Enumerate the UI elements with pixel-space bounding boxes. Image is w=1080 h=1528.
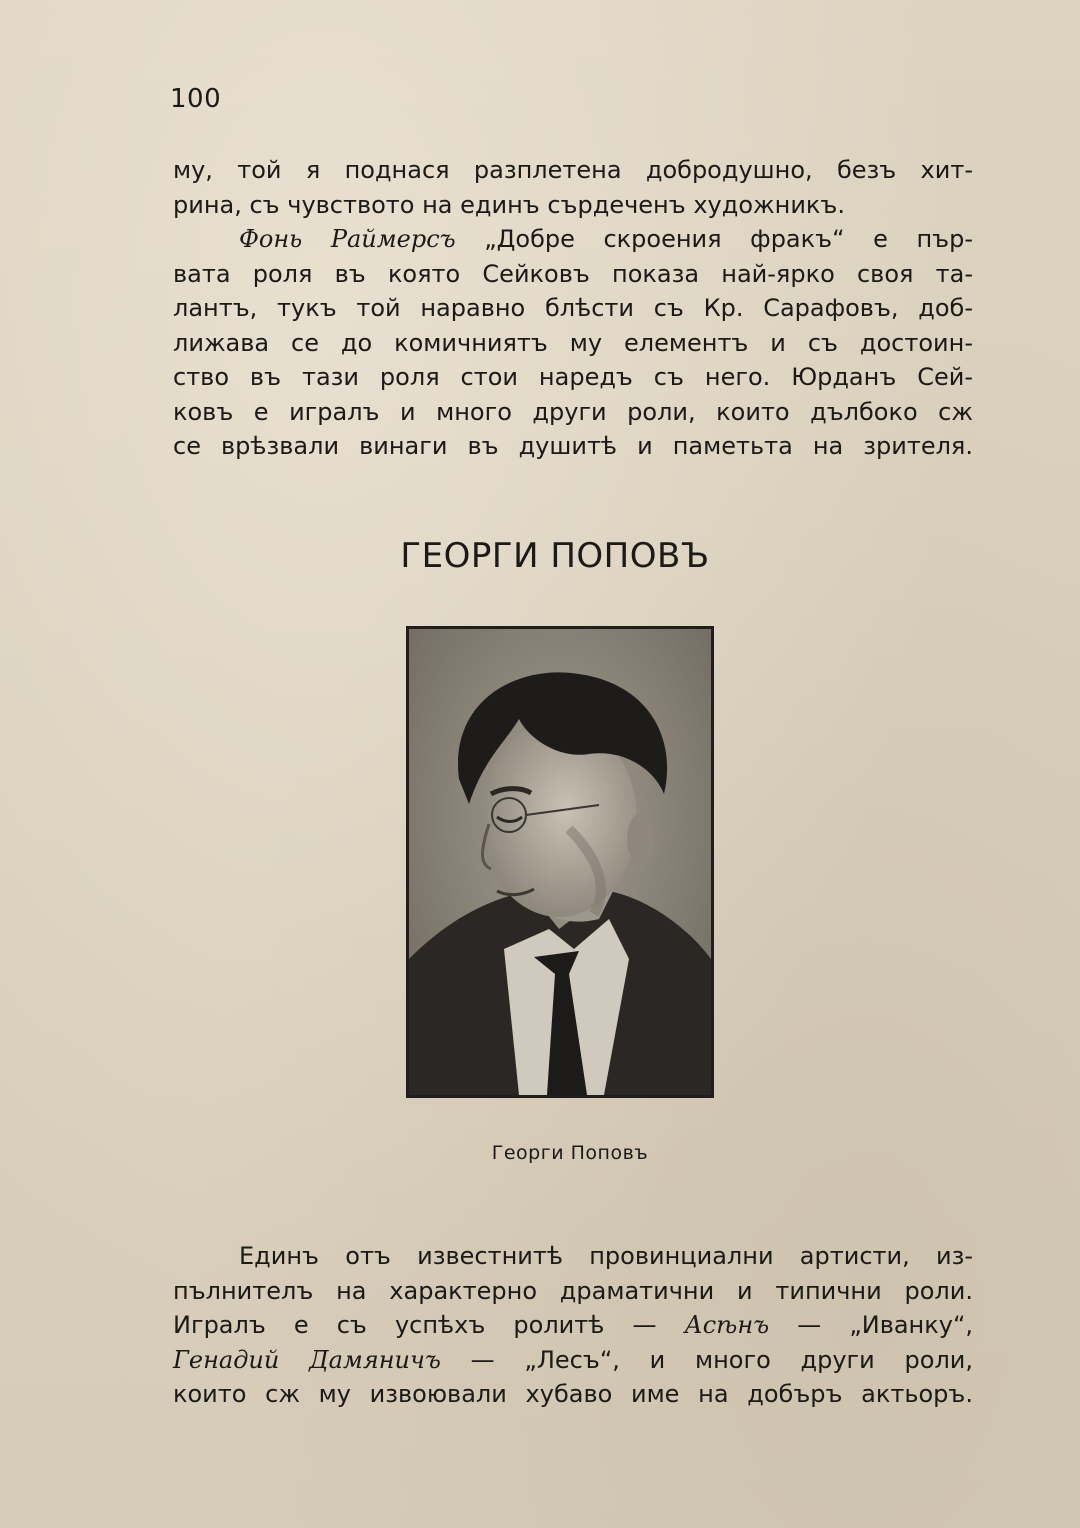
text-line: ковъ е игралъ и много други роли, които дълбоко сж [173,397,973,426]
portrait-illustration [409,629,711,1095]
text-line: вата роля въ която Сейковъ показа най-ярко своя та- [173,259,973,288]
text-line: лижава се до комичниятъ му елементъ и съ достоин- [173,328,973,357]
text-fragment: — „Иванку“, [769,1311,974,1339]
text-line: Единъ отъ известнитѣ провинциални артисти, из- [239,1242,973,1270]
text-line: рина, съ чувството на единъ сърдеченъ художникъ. [173,190,845,219]
portrait-photo [406,626,714,1098]
bottom-text-block [173,1239,973,1412]
text-line: му, той я поднася разплетена добродушно, безъ хит- [173,156,973,184]
text-fragment: „Добре скроения фракъ“ е пър- [455,225,973,253]
text-line [173,1308,973,1343]
text-fragment: — „Лесъ“, и много други роли, [440,1345,974,1374]
top-text-block [173,153,973,464]
page-number: 100 [170,84,222,114]
text-fragment: Игралъ е съ успѣхъ ролитѣ — [173,1311,685,1339]
photo-caption: Георги Поповъ [491,1142,649,1164]
role-name-italic: Генадий Дамяничъ [173,1345,441,1374]
section-heading: ГЕОРГИ ПОПОВЪ [400,536,710,576]
text-line: лантъ, тукъ той наравно блѣсти съ Кр. Сарафовъ, доб- [173,294,973,322]
play-title-italic: Фонь Раймерсъ [239,225,456,253]
role-name-italic: Асѣнъ [684,1311,770,1339]
text-line: пълнителъ на характерно драматични и типични роли. [173,1276,973,1305]
text-line [173,222,973,257]
text-line: които сж му извоювали хубаво име на добъръ актьоръ. [173,1380,973,1408]
text-line: се врѣзвали винаги въ душитѣ и паметьта на зрителя. [173,432,973,460]
text-line: ство въ тази роля стои наредъ съ него. Юрданъ Сей- [173,363,973,391]
text-line [173,1343,973,1378]
